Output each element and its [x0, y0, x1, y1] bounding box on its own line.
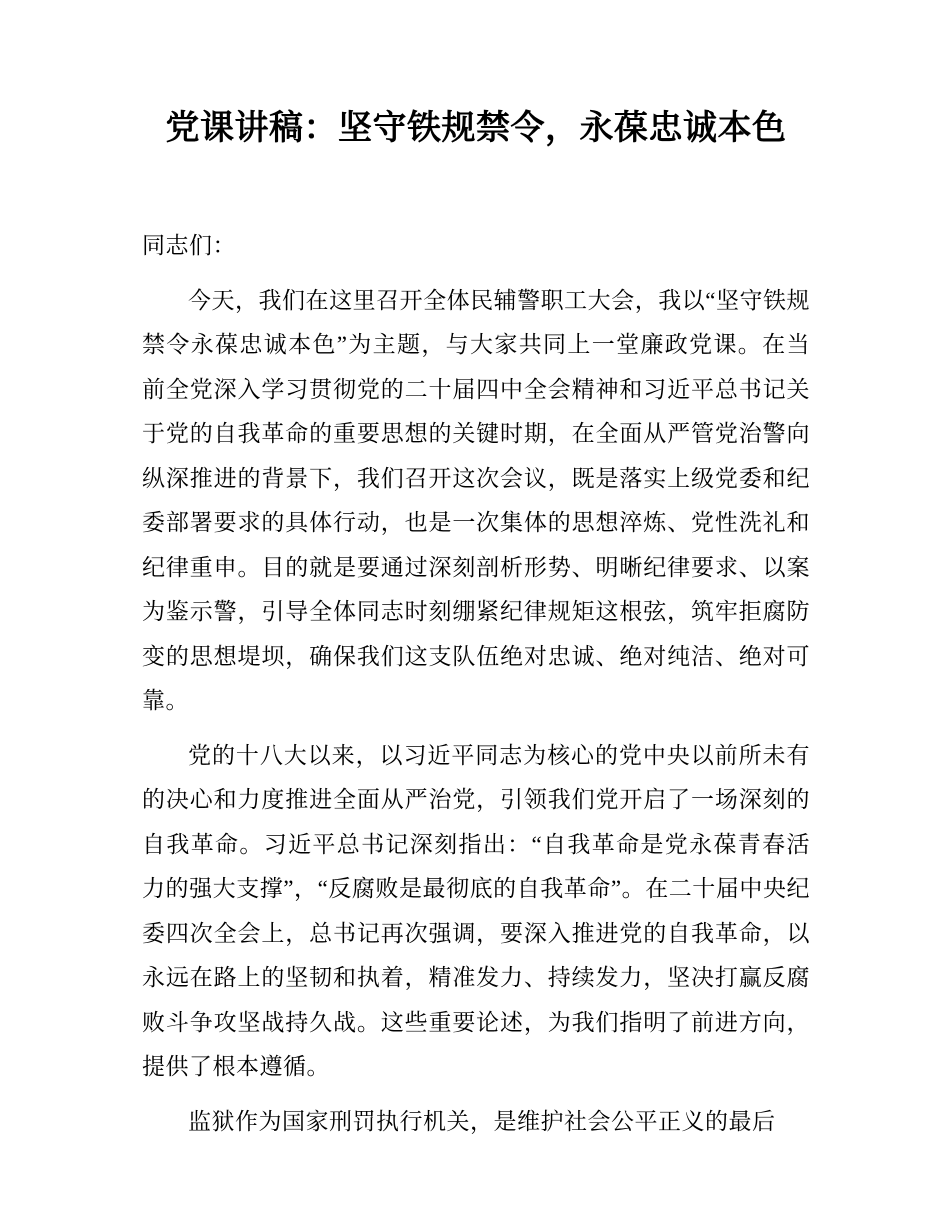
- salutation: 同志们：: [142, 233, 236, 258]
- body-paragraph-1: 今天，我们在这里召开全体民辅警职工大会，我以“坚守铁规禁令永葆忠诚本色”为主题，与大家共同上一堂廉政党课。在当前全党深入学习贯彻党的二十届四中全会精神和习近平总书记关于党的自我革命的重要思想的关键时期，在全面从严管党治警向纵深推进的背景下，我们召开这次会议，既是落实上级党委和纪委部署要求的具体行动，也是一次集体的思想淬炼、党性洗礼和纪律重申。目的就是要通过深刻剖析形势、明晰纪律要求、以案为鉴示警，引导全体同志时刻绷紧纪律规矩这根弦，筑牢拒腐防变的思想堤坝，确保我们这支队伍绝对忠诚、绝对纯洁、绝对可靠。: [142, 287, 810, 713]
- document-title: 党课讲稿：坚守铁规禁令，永葆忠诚本色: [165, 110, 787, 147]
- body-paragraph-3: 监狱作为国家刑罚执行机关，是维护社会公平正义的最后: [188, 1108, 776, 1134]
- body-paragraph-2: 党的十八大以来，以习近平同志为核心的党中央以前所未有的决心和力度推进全面从严治党，引领我们党开启了一场深刻的自我革命。习近平总书记深刻指出：“自我革命是党永葆青春活力的强大支撑”，“反腐败是最彻底的自我革命”。在二十届中央纪委四次全会上，总书记再次强调，要深入推进党的自我革命，以永远在路上的坚韧和执着，精准发力、持续发力，坚决打赢反腐败斗争攻坚战持久战。这些重要论述，为我们指明了前进方向，提供了根本遵循。: [142, 742, 810, 1079]
